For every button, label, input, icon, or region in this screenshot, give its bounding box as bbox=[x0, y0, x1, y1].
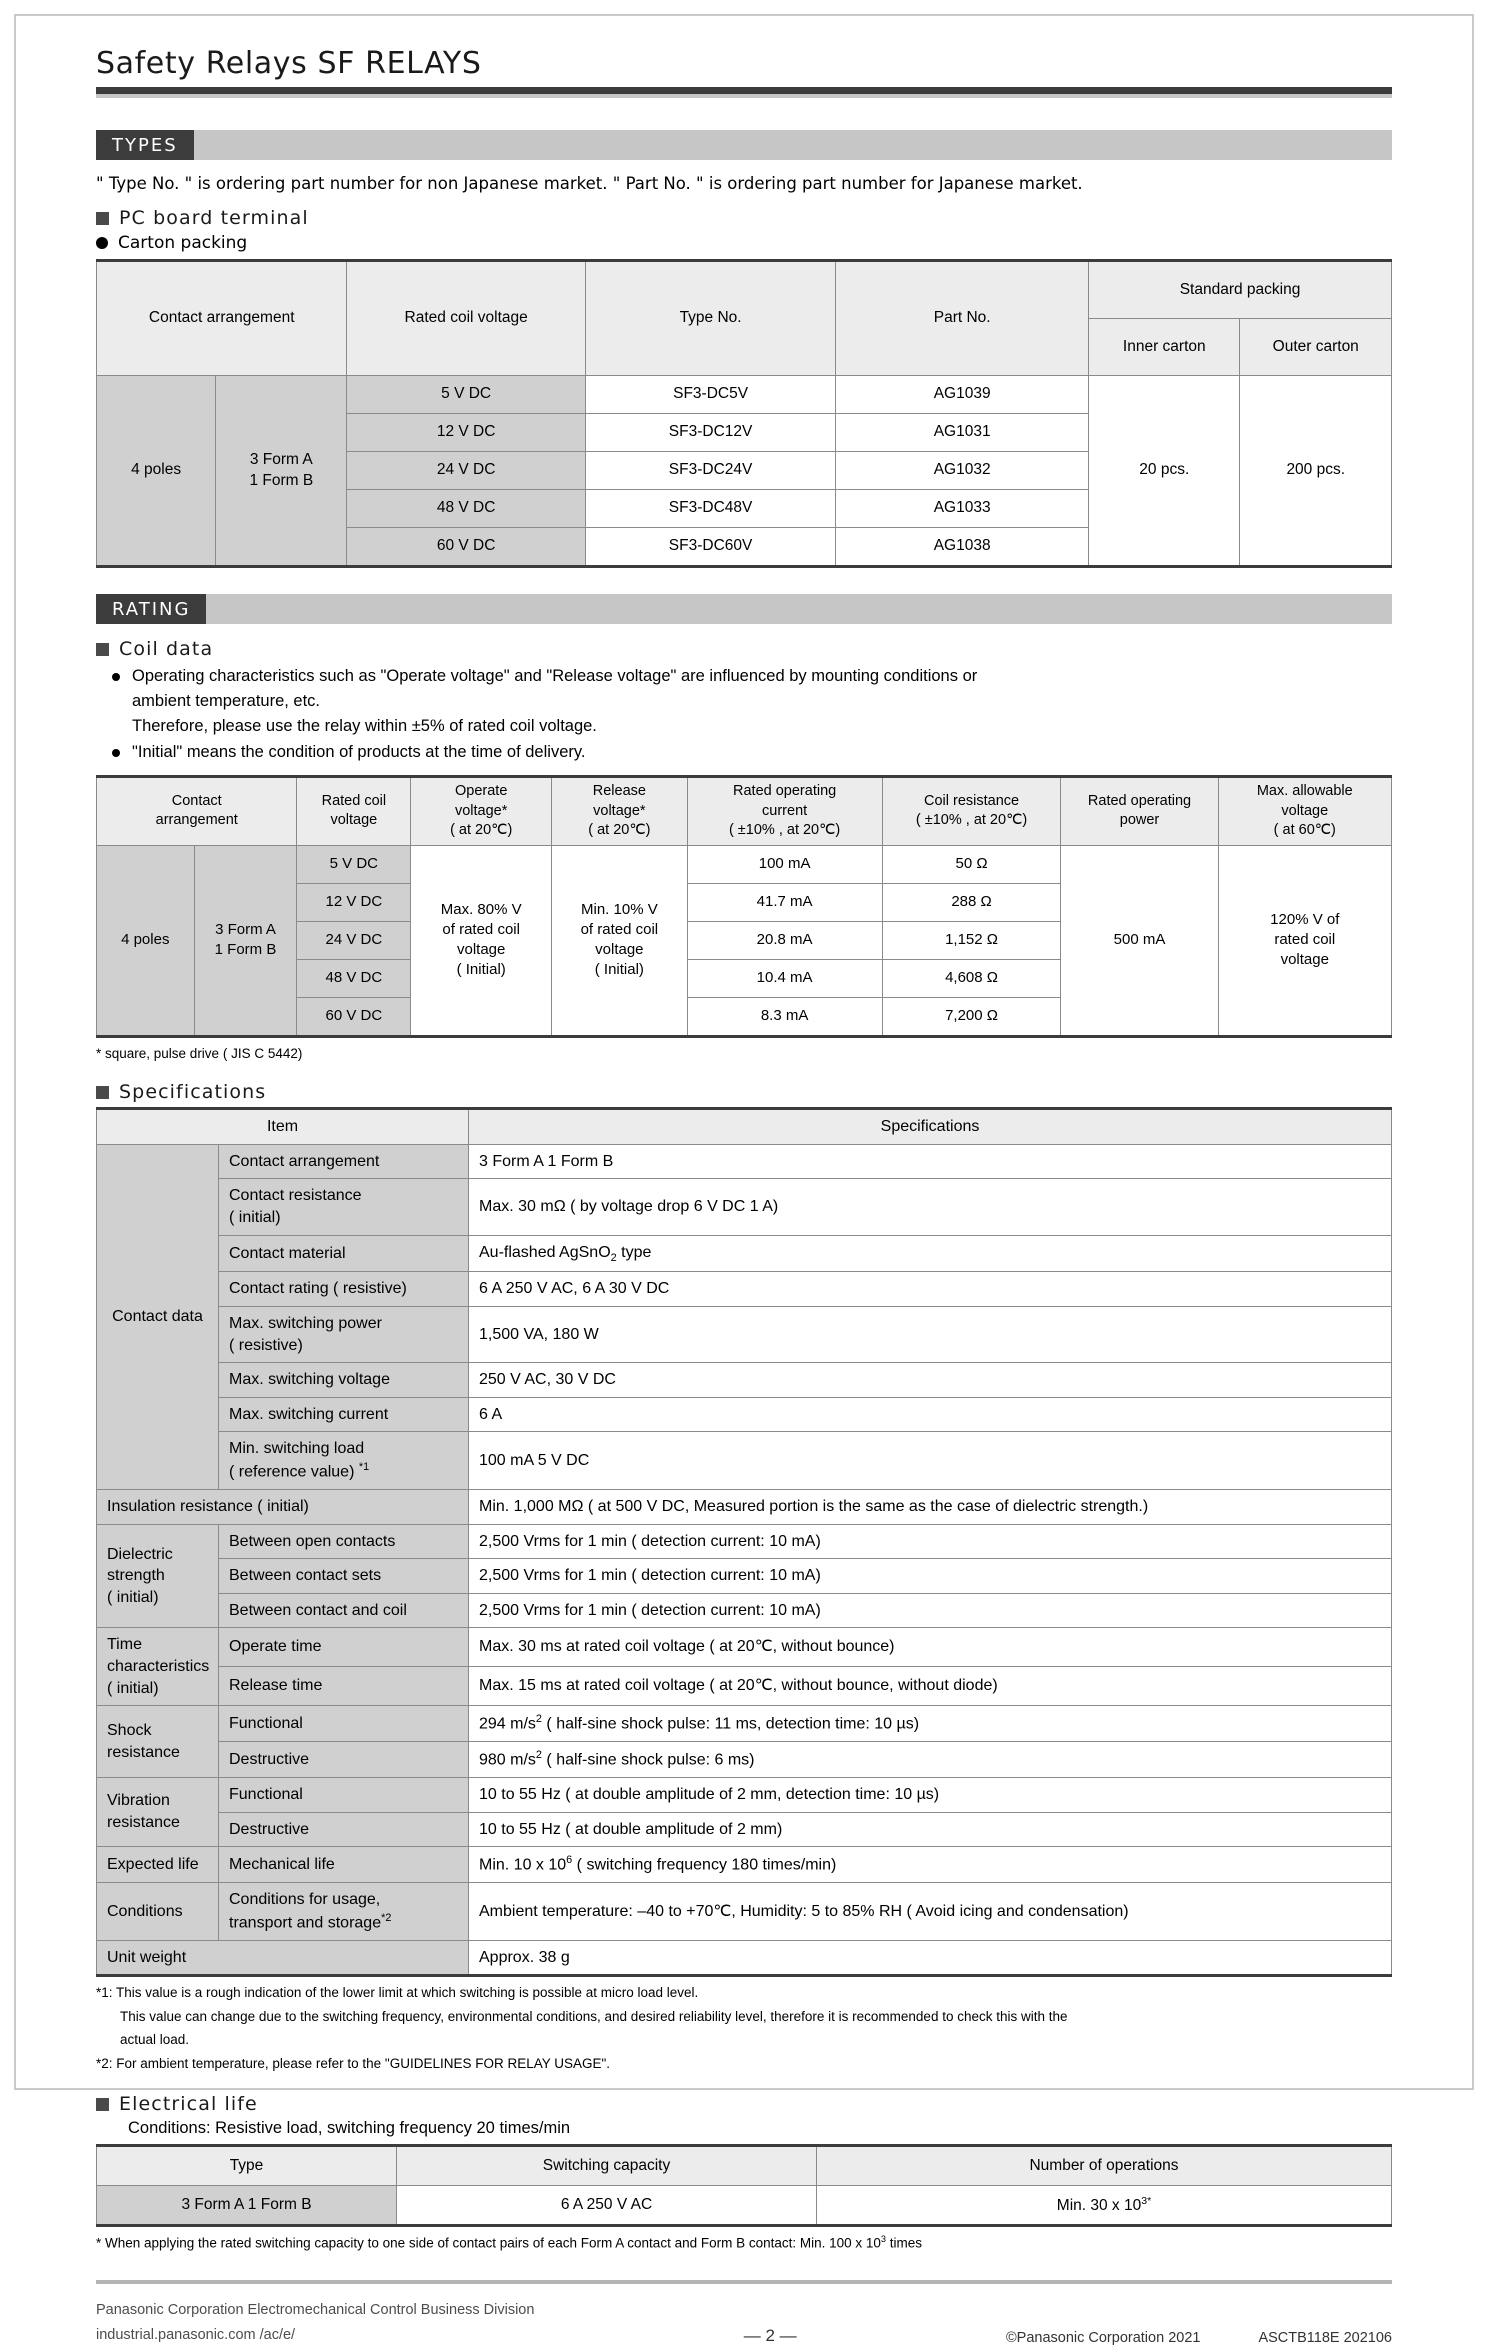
group-vibration-resistance-l1: Vibration bbox=[107, 1792, 170, 1809]
table-row bbox=[97, 1235, 1392, 1272]
th-part-no: Part No. bbox=[836, 261, 1089, 376]
value-contact-material-post: type bbox=[617, 1244, 652, 1261]
cell-part-no: AG1038 bbox=[836, 528, 1089, 567]
heading-carton-packing bbox=[96, 233, 1392, 253]
table-row bbox=[97, 1742, 1392, 1778]
th-operate-voltage-l1: Operate bbox=[455, 783, 507, 799]
coil-table-footnote: * square, pulse drive ( JIS C 5442) bbox=[96, 1044, 1392, 1064]
spec-footnote-1: *1: This value is a rough indication of the lower limit at which switching is possible at micro load level. bbox=[96, 1983, 1392, 2003]
th-switching-capacity: Switching capacity bbox=[397, 2146, 817, 2186]
th-release-voltage-l3: ( at 20℃) bbox=[588, 822, 650, 838]
value-between-open-contacts: 2,500 Vrms for 1 min ( detection current: 10 mA) bbox=[469, 1524, 1392, 1559]
th-rated-coil-voltage-l2: voltage bbox=[330, 812, 377, 828]
footer-rule bbox=[96, 2280, 1392, 2284]
value-shock-destructive bbox=[469, 1742, 1392, 1778]
value-conditions-usage: Ambient temperature: –40 to +70℃, Humidity: 5 to 85% RH ( Avoid icing and condensation) bbox=[469, 1883, 1392, 1941]
footer-doc-code: ASCTB118E 202106 bbox=[1258, 2330, 1392, 2346]
cell-inner-carton: 20 pcs. bbox=[1089, 376, 1240, 567]
bullet-1-line-2: ambient temperature, etc. bbox=[132, 689, 1392, 714]
value-shock-functional-sup: 2 bbox=[536, 1713, 542, 1725]
contact-form-line-2: 1 Form B bbox=[249, 472, 313, 489]
cell-elife-operations bbox=[817, 2186, 1392, 2226]
table-row bbox=[97, 1272, 1392, 1307]
spec-footnote-2: *2: For ambient temperature, please refer to the "GUIDELINES FOR RELAY USAGE". bbox=[96, 2054, 1392, 2074]
table-row bbox=[97, 1777, 1392, 1812]
contact-form-line-1: 3 Form A bbox=[215, 921, 276, 938]
table-row bbox=[97, 1706, 1392, 1742]
coil-data-bullets bbox=[96, 664, 1392, 765]
group-vibration-resistance-l2: resistance bbox=[107, 1814, 180, 1831]
footer-page-number: — 2 — bbox=[744, 2326, 797, 2348]
group-expected-life: Expected life bbox=[97, 1847, 219, 1883]
page-content bbox=[96, 46, 1392, 2348]
cell-release-voltage bbox=[552, 845, 687, 1036]
table-row bbox=[97, 1432, 1392, 1490]
value-operate-time: Max. 30 ms at rated coil voltage ( at 20℃, without bounce) bbox=[469, 1628, 1392, 1667]
table-row bbox=[97, 1363, 1392, 1398]
cell-coil-resistance: 288 Ω bbox=[882, 883, 1061, 921]
th-outer-carton: Outer carton bbox=[1240, 319, 1392, 376]
item-conditions-usage bbox=[219, 1883, 469, 1941]
square-bullet-icon bbox=[96, 2098, 109, 2111]
item-min-switching-load-l2: ( reference value) bbox=[229, 1463, 359, 1480]
item-operate-time: Operate time bbox=[219, 1628, 469, 1667]
cell-operate-voltage bbox=[411, 845, 552, 1036]
th-contact-arrangement-l1: Contact bbox=[172, 793, 222, 809]
th-type-no: Type No. bbox=[585, 261, 835, 376]
contact-form-line-2: 1 Form B bbox=[215, 941, 277, 958]
types-table bbox=[96, 259, 1392, 568]
th-max-allowable-voltage-l1: Max. allowable bbox=[1257, 783, 1353, 799]
th-contact-arrangement bbox=[97, 777, 297, 846]
value-max-switching-current: 6 A bbox=[469, 1397, 1392, 1432]
th-max-allowable-voltage-l3: ( at 60℃) bbox=[1274, 822, 1336, 838]
value-max-switching-voltage: 250 V AC, 30 V DC bbox=[469, 1363, 1392, 1398]
cell-poles: 4 poles bbox=[97, 376, 216, 567]
square-bullet-icon bbox=[96, 212, 109, 225]
section-label-types: TYPES bbox=[96, 130, 194, 160]
heading-pc-board-terminal-label: PC board terminal bbox=[119, 207, 309, 229]
max-allowable-voltage-l2: rated coil bbox=[1274, 931, 1335, 948]
item-contact-resistance-l2: ( initial) bbox=[229, 1209, 281, 1226]
value-between-contact-sets: 2,500 Vrms for 1 min ( detection current: 10 mA) bbox=[469, 1559, 1392, 1594]
coil-data-table bbox=[96, 775, 1392, 1038]
square-bullet-icon bbox=[96, 643, 109, 656]
types-table-wrapper bbox=[96, 259, 1392, 568]
max-allowable-voltage-l3: voltage bbox=[1281, 951, 1329, 968]
value-shock-functional-pre: 294 m/s bbox=[479, 1715, 536, 1732]
cell-coil-resistance: 4,608 Ω bbox=[882, 959, 1061, 997]
value-insulation-resistance: Min. 1,000 MΩ ( at 500 V DC, Measured portion is the same as the case of dielectric strength.) bbox=[469, 1489, 1392, 1524]
spec-table-header-row bbox=[97, 1109, 1392, 1145]
item-release-time: Release time bbox=[219, 1667, 469, 1706]
cell-outer-carton: 200 pcs. bbox=[1240, 376, 1392, 567]
item-between-contact-and-coil: Between contact and coil bbox=[219, 1593, 469, 1628]
heading-specifications bbox=[96, 1081, 1392, 1103]
table-row bbox=[97, 845, 1392, 883]
electrical-life-conditions: Conditions: Resistive load, switching frequency 20 times/min bbox=[128, 2119, 1392, 2138]
section-label-rating: RATING bbox=[96, 594, 206, 624]
th-type: Type bbox=[97, 2146, 397, 2186]
cell-rated-voltage: 48 V DC bbox=[297, 959, 411, 997]
table-row bbox=[97, 1489, 1392, 1524]
value-contact-material bbox=[469, 1235, 1392, 1272]
cell-part-no: AG1039 bbox=[836, 376, 1089, 414]
th-contact-arrangement-l2: arrangement bbox=[156, 812, 238, 828]
item-mechanical-life: Mechanical life bbox=[219, 1847, 469, 1883]
coil-table-wrapper bbox=[96, 775, 1392, 1038]
specifications-table-wrapper bbox=[96, 1107, 1392, 1977]
th-rated-operating-power-l1: Rated operating bbox=[1088, 793, 1191, 809]
item-min-switching-load bbox=[219, 1432, 469, 1490]
value-mechanical-life-pre: Min. 10 x 10 bbox=[479, 1856, 566, 1873]
value-shock-destructive-pre: 980 m/s bbox=[479, 1751, 536, 1768]
th-standard-packing: Standard packing bbox=[1089, 261, 1392, 319]
value-mechanical-life-sup: 6 bbox=[566, 1854, 572, 1866]
operate-voltage-l2: of rated coil bbox=[442, 921, 520, 938]
cell-coil-resistance: 50 Ω bbox=[882, 845, 1061, 883]
value-max-switching-power: 1,500 VA, 180 W bbox=[469, 1307, 1392, 1363]
item-contact-arrangement: Contact arrangement bbox=[219, 1144, 469, 1179]
cell-rated-operating-power: 500 mA bbox=[1061, 845, 1218, 1036]
cell-poles: 4 poles bbox=[97, 845, 195, 1036]
group-shock-resistance bbox=[97, 1706, 219, 1778]
cell-rated-voltage: 12 V DC bbox=[297, 883, 411, 921]
value-contact-material-sub: 2 bbox=[611, 1252, 617, 1264]
cell-operating-current: 10.4 mA bbox=[687, 959, 882, 997]
item-contact-material: Contact material bbox=[219, 1235, 469, 1272]
item-between-contact-sets: Between contact sets bbox=[219, 1559, 469, 1594]
th-rated-operating-power-l2: power bbox=[1120, 812, 1160, 828]
value-contact-rating: 6 A 250 V AC, 6 A 30 V DC bbox=[469, 1272, 1392, 1307]
th-rated-operating-current bbox=[687, 777, 882, 846]
table-row bbox=[97, 1144, 1392, 1179]
cell-rated-voltage: 12 V DC bbox=[347, 414, 585, 452]
item-vibration-destructive: Destructive bbox=[219, 1812, 469, 1847]
group-conditions: Conditions bbox=[97, 1883, 219, 1941]
release-voltage-l4: ( Initial) bbox=[595, 961, 644, 978]
value-mechanical-life bbox=[469, 1847, 1392, 1883]
value-vibration-destructive: 10 to 55 Hz ( at double amplitude of 2 mm) bbox=[469, 1812, 1392, 1847]
cell-part-no: AG1033 bbox=[836, 490, 1089, 528]
list-item bbox=[132, 664, 1392, 738]
cell-coil-resistance: 7,200 Ω bbox=[882, 997, 1061, 1036]
group-time-characteristics-l2: characteristics bbox=[107, 1658, 209, 1675]
footer-company-block bbox=[96, 2298, 534, 2348]
th-coil-resistance-l2: ( ±10% , at 20℃) bbox=[916, 812, 1027, 828]
operate-voltage-l4: ( Initial) bbox=[457, 961, 506, 978]
cell-type-no: SF3-DC48V bbox=[585, 490, 835, 528]
cell-part-no: AG1032 bbox=[836, 452, 1089, 490]
th-number-of-operations: Number of operations bbox=[817, 2146, 1392, 2186]
heading-specifications-label: Specifications bbox=[119, 1081, 266, 1103]
release-voltage-l2: of rated coil bbox=[581, 921, 659, 938]
cell-rated-voltage: 5 V DC bbox=[297, 845, 411, 883]
th-release-voltage-l1: Release bbox=[593, 783, 646, 799]
th-rated-operating-current-l1: Rated operating bbox=[733, 783, 836, 799]
th-contact-arrangement: Contact arrangement bbox=[97, 261, 347, 376]
value-contact-arrangement: 3 Form A 1 Form B bbox=[469, 1144, 1392, 1179]
item-between-open-contacts: Between open contacts bbox=[219, 1524, 469, 1559]
value-contact-resistance: Max. 30 mΩ ( by voltage drop 6 V DC 1 A) bbox=[469, 1179, 1392, 1235]
footer-right-block bbox=[1006, 2330, 1392, 2348]
list-item bbox=[132, 740, 1392, 765]
group-time-characteristics bbox=[97, 1628, 219, 1706]
heading-carton-packing-label: Carton packing bbox=[118, 233, 247, 253]
contact-form-line-1: 3 Form A bbox=[250, 451, 313, 468]
th-rated-operating-current-l3: ( ±10% , at 20℃) bbox=[729, 822, 840, 838]
elife-table-header-row bbox=[97, 2146, 1392, 2186]
group-dielectric-strength bbox=[97, 1524, 219, 1628]
th-release-voltage bbox=[552, 777, 687, 846]
cell-max-allowable-voltage bbox=[1218, 845, 1391, 1036]
electrical-life-table-wrapper bbox=[96, 2144, 1392, 2227]
th-coil-resistance bbox=[882, 777, 1061, 846]
cell-elife-switching-capacity: 6 A 250 V AC bbox=[397, 2186, 817, 2226]
item-shock-destructive: Destructive bbox=[219, 1742, 469, 1778]
page-footer bbox=[96, 2298, 1392, 2348]
item-min-switching-load-sup: *1 bbox=[359, 1461, 369, 1473]
value-release-time: Max. 15 ms at rated coil voltage ( at 20℃, without bounce, without diode) bbox=[469, 1667, 1392, 1706]
value-shock-destructive-post: ( half-sine shock pulse: 6 ms) bbox=[542, 1751, 755, 1768]
item-contact-resistance bbox=[219, 1179, 469, 1235]
heading-coil-data bbox=[96, 638, 1392, 660]
table-row bbox=[97, 1812, 1392, 1847]
group-contact-data: Contact data bbox=[97, 1144, 219, 1489]
value-vibration-functional: 10 to 55 Hz ( at double amplitude of 2 mm, detection time: 10 µs) bbox=[469, 1777, 1392, 1812]
release-voltage-l1: Min. 10% V bbox=[581, 901, 658, 918]
th-rated-coil-voltage: Rated coil voltage bbox=[347, 261, 585, 376]
value-shock-destructive-sup: 2 bbox=[536, 1749, 542, 1761]
value-shock-functional-post: ( half-sine shock pulse: 11 ms, detection time: 10 µs) bbox=[542, 1715, 919, 1732]
group-dielectric-strength-l3: ( initial) bbox=[107, 1589, 159, 1606]
heading-pc-board-terminal bbox=[96, 207, 1392, 229]
section-bar-rating bbox=[96, 594, 1392, 624]
item-contact-rating: Contact rating ( resistive) bbox=[219, 1272, 469, 1307]
table-row bbox=[97, 1628, 1392, 1667]
cell-rated-voltage: 24 V DC bbox=[297, 921, 411, 959]
electrical-life-footnote bbox=[96, 2233, 1392, 2253]
item-max-switching-power-l2: ( resistive) bbox=[229, 1337, 303, 1354]
heading-coil-data-label: Coil data bbox=[119, 638, 213, 660]
item-max-switching-current: Max. switching current bbox=[219, 1397, 469, 1432]
value-contact-material-pre: Au-flashed AgSnO bbox=[479, 1244, 611, 1261]
table-row bbox=[97, 1667, 1392, 1706]
cell-type-no: SF3-DC60V bbox=[585, 528, 835, 567]
max-allowable-voltage-l1: 120% V of bbox=[1270, 911, 1339, 928]
table-row bbox=[97, 1559, 1392, 1594]
cell-operating-current: 20.8 mA bbox=[687, 921, 882, 959]
value-min-switching-load: 100 mA 5 V DC bbox=[469, 1432, 1392, 1490]
footer-company-name: Panasonic Corporation Electromechanical Control Business Division bbox=[96, 2298, 534, 2323]
item-unit-weight: Unit weight bbox=[97, 1940, 469, 1976]
cell-rated-voltage: 48 V DC bbox=[347, 490, 585, 528]
cell-contact-form bbox=[194, 845, 297, 1036]
cell-elife-type: 3 Form A 1 Form B bbox=[97, 2186, 397, 2226]
item-vibration-functional: Functional bbox=[219, 1777, 469, 1812]
cell-elife-operations-pre: Min. 30 x 10 bbox=[1057, 2197, 1141, 2214]
group-dielectric-strength-l2: strength bbox=[107, 1567, 165, 1584]
item-min-switching-load-l1: Min. switching load bbox=[229, 1440, 364, 1457]
cell-rated-voltage: 60 V DC bbox=[347, 528, 585, 567]
operate-voltage-l3: voltage bbox=[457, 941, 505, 958]
cell-rated-voltage: 24 V DC bbox=[347, 452, 585, 490]
th-coil-resistance-l1: Coil resistance bbox=[924, 793, 1019, 809]
item-conditions-usage-l1: Conditions for usage, bbox=[229, 1891, 380, 1908]
footer-website-link[interactable]: industrial.panasonic.com /ac/e/ bbox=[96, 2323, 534, 2348]
bullet-2-line-1: "Initial" means the condition of products at the time of delivery. bbox=[132, 740, 1392, 765]
cell-operating-current: 41.7 mA bbox=[687, 883, 882, 921]
section-bar-types bbox=[96, 130, 1392, 160]
th-operate-voltage-l2: voltage* bbox=[455, 803, 507, 819]
release-voltage-l3: voltage bbox=[595, 941, 643, 958]
electrical-life-footnote-pre: * When applying the rated switching capacity to one side of contact pairs of each Form A contact and Form B contact: Min. 100 x 10 bbox=[96, 2236, 881, 2251]
th-operate-voltage bbox=[411, 777, 552, 846]
th-specifications: Specifications bbox=[469, 1109, 1392, 1145]
th-release-voltage-l2: voltage* bbox=[593, 803, 645, 819]
cell-type-no: SF3-DC5V bbox=[585, 376, 835, 414]
item-max-switching-power bbox=[219, 1307, 469, 1363]
th-max-allowable-voltage-l2: voltage bbox=[1281, 803, 1328, 819]
cell-part-no: AG1031 bbox=[836, 414, 1089, 452]
group-shock-resistance-l1: Shock bbox=[107, 1722, 151, 1739]
bullet-1-line-1: Operating characteristics such as "Operate voltage" and "Release voltage" are influenced by mounting conditions or bbox=[132, 664, 1392, 689]
group-vibration-resistance bbox=[97, 1777, 219, 1846]
item-max-switching-power-l1: Max. switching power bbox=[229, 1315, 382, 1332]
spec-footnote-1-cont-2: actual load. bbox=[96, 2030, 1392, 2050]
cell-operating-current: 8.3 mA bbox=[687, 997, 882, 1036]
heading-electrical-life-label: Electrical life bbox=[119, 2093, 258, 2115]
footer-copyright: ©Panasonic Corporation 2021 bbox=[1006, 2330, 1200, 2346]
types-table-header-row-1 bbox=[97, 261, 1392, 319]
title-rule bbox=[96, 87, 1392, 98]
group-time-characteristics-l1: Time bbox=[107, 1636, 142, 1653]
th-rated-operating-power bbox=[1061, 777, 1218, 846]
bullet-1-line-3: Therefore, please use the relay within ±5% of rated coil voltage. bbox=[132, 714, 1392, 739]
item-shock-functional: Functional bbox=[219, 1706, 469, 1742]
group-time-characteristics-l3: ( initial) bbox=[107, 1680, 159, 1697]
operate-voltage-l1: Max. 80% V bbox=[441, 901, 522, 918]
group-shock-resistance-l2: resistance bbox=[107, 1744, 180, 1761]
item-conditions-usage-l2: transport and storage bbox=[229, 1914, 381, 1931]
table-row bbox=[97, 1179, 1392, 1235]
value-mechanical-life-post: ( switching frequency 180 times/min) bbox=[572, 1856, 836, 1873]
electrical-life-footnote-post: times bbox=[886, 2236, 922, 2251]
th-rated-operating-current-l2: current bbox=[762, 803, 807, 819]
cell-type-no: SF3-DC12V bbox=[585, 414, 835, 452]
table-row bbox=[97, 1397, 1392, 1432]
types-intro-text: " Type No. " is ordering part number for non Japanese market. " Part No. " is ordering part number for Japanese market. bbox=[96, 174, 1392, 193]
table-row bbox=[97, 1307, 1392, 1363]
heading-electrical-life bbox=[96, 2093, 1392, 2115]
cell-elife-operations-sup: 3* bbox=[1141, 2195, 1151, 2207]
item-contact-resistance-l1: Contact resistance bbox=[229, 1187, 362, 1204]
value-between-contact-and-coil: 2,500 Vrms for 1 min ( detection current: 10 mA) bbox=[469, 1593, 1392, 1628]
cell-rated-voltage: 5 V DC bbox=[347, 376, 585, 414]
th-rated-coil-voltage bbox=[297, 777, 411, 846]
group-dielectric-strength-l1: Dielectric bbox=[107, 1546, 173, 1563]
cell-type-no: SF3-DC24V bbox=[585, 452, 835, 490]
item-max-switching-voltage: Max. switching voltage bbox=[219, 1363, 469, 1398]
item-conditions-usage-sup: *2 bbox=[381, 1912, 391, 1924]
th-max-allowable-voltage bbox=[1218, 777, 1391, 846]
page-title: Safety Relays SF RELAYS bbox=[96, 46, 1392, 81]
item-insulation-resistance: Insulation resistance ( initial) bbox=[97, 1489, 469, 1524]
cell-rated-voltage: 60 V DC bbox=[297, 997, 411, 1036]
table-row bbox=[97, 1940, 1392, 1976]
spec-footnote-1-cont-1: This value can change due to the switching frequency, environmental conditions, and desired reliability level, therefore it is recommended to check this with the bbox=[96, 2007, 1392, 2027]
cell-contact-form bbox=[216, 376, 347, 567]
table-row bbox=[97, 376, 1392, 414]
table-row bbox=[97, 2186, 1392, 2226]
square-bullet-icon bbox=[96, 1086, 109, 1099]
th-inner-carton: Inner carton bbox=[1089, 319, 1240, 376]
coil-table-header-row bbox=[97, 777, 1392, 846]
table-row bbox=[97, 1524, 1392, 1559]
th-operate-voltage-l3: ( at 20℃) bbox=[450, 822, 512, 838]
electrical-life-table bbox=[96, 2144, 1392, 2227]
table-row bbox=[97, 1847, 1392, 1883]
specifications-table bbox=[96, 1107, 1392, 1977]
circle-bullet-icon bbox=[96, 237, 108, 249]
value-unit-weight: Approx. 38 g bbox=[469, 1940, 1392, 1976]
table-row bbox=[97, 1593, 1392, 1628]
th-rated-coil-voltage-l1: Rated coil bbox=[322, 793, 386, 809]
cell-coil-resistance: 1,152 Ω bbox=[882, 921, 1061, 959]
cell-operating-current: 100 mA bbox=[687, 845, 882, 883]
table-row bbox=[97, 1883, 1392, 1941]
electrical-life-footnote-sup: 3 bbox=[881, 2234, 886, 2244]
th-item: Item bbox=[97, 1109, 469, 1145]
value-shock-functional bbox=[469, 1706, 1392, 1742]
